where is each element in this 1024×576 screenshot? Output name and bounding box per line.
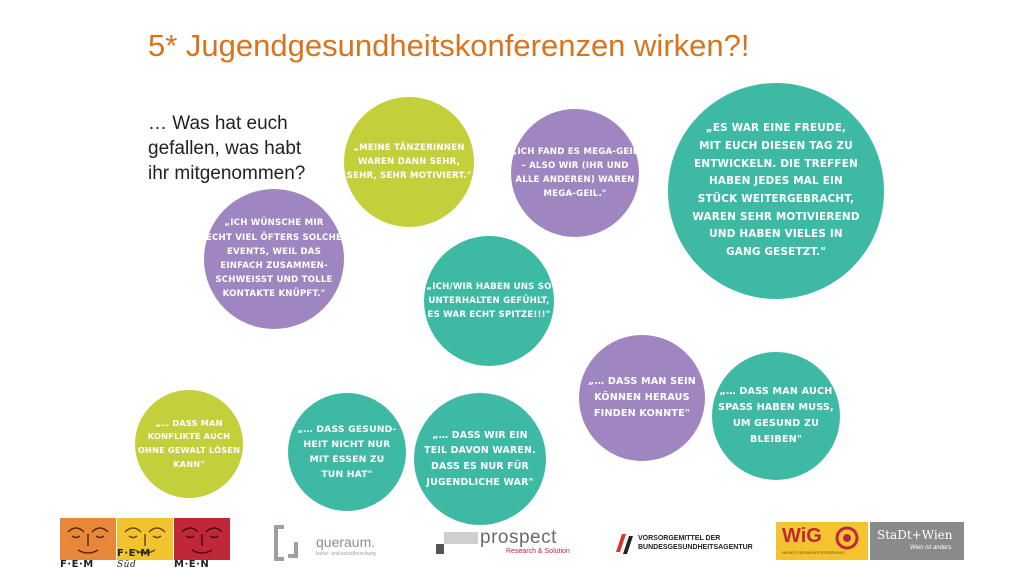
quote-bubble: [414, 393, 546, 525]
quote-line: „ICH FAND ES MEGA-GEIL: [511, 146, 639, 157]
queraum-mark-icon: [272, 524, 310, 562]
stadt-wien-label: StaDt+Wien: [877, 528, 953, 542]
intro-question: [148, 111, 328, 186]
queraum-subtitle: kultur- und sozialforschung: [316, 551, 376, 557]
quote-line: WAREN SEHR MOTIVIEREND: [692, 210, 860, 223]
quote-line: – ALSO WIR (IHR UND: [521, 160, 629, 171]
quote-line: FINDEN KONNTE": [593, 407, 691, 419]
quote-line: KANN": [173, 458, 205, 469]
vorsorge-line-1: VORSORGEMITTEL DER: [638, 535, 721, 542]
stadt-wien-logo: [870, 522, 964, 560]
quote-line: UNTERHALTEN GEFÜHLT,: [428, 295, 550, 306]
heart-icon: [834, 526, 860, 550]
quote-line: HEIT NICHT NUR: [303, 438, 391, 450]
men-label: M·E·N: [174, 559, 210, 570]
men-logo: [174, 518, 230, 570]
intro-line: gefallen, was habt: [148, 138, 302, 159]
quote-line: HABEN JEDES MAL EIN: [709, 175, 843, 188]
quote-bubble: [344, 97, 474, 227]
flag-icon: [614, 532, 636, 556]
quote-line: „… DASS GESUND-: [297, 423, 397, 435]
fem-label: F·E·M: [60, 559, 94, 570]
fem-sued-script: Süd: [117, 560, 137, 570]
quote-line: MIT EUCH DIESEN TAG ZU: [699, 139, 853, 152]
fem-sued-name: F·E·M: [117, 548, 151, 559]
quote-bubble: [712, 352, 840, 480]
prospect-subtitle: Research & Solution: [506, 548, 570, 555]
face-icon: [174, 518, 230, 560]
quote-line: MIT ESSEN ZU: [309, 454, 385, 465]
quote-line: UND HABEN VIELES IN: [709, 228, 843, 241]
quote-line: KONTAKTE KNÜPFT.": [222, 289, 326, 300]
quote-line: „… DASS WIR EIN: [432, 429, 528, 441]
quote-line: WAREN DANN SEHR,: [357, 156, 461, 167]
queraum-logo: queraum.: [316, 534, 376, 550]
partner-logos: [0, 510, 1024, 576]
quote-line: EVENTS, WEIL DAS: [226, 246, 322, 257]
quote-bubble: [424, 236, 554, 366]
quote-line: „… DASS MAN SEIN: [588, 376, 696, 388]
intro-line: … Was hat euch: [148, 113, 288, 134]
quote-line: DASS ES NUR FÜR: [431, 461, 529, 472]
prospect-logo: prospect: [480, 527, 557, 548]
quote-line: KONFLIKTE AUCH: [147, 431, 231, 442]
quote-line: ALLE ANDEREN) WAREN: [515, 175, 635, 185]
quote-line: MEGA-GEIL.": [543, 189, 607, 200]
quote-line: TEIL DAVON WAREN.: [424, 445, 536, 457]
quote-line: „ICH/WIR HABEN UNS SO: [426, 281, 552, 292]
quote-bubble: [204, 189, 344, 329]
quote-line: GANG GESETZT.": [726, 246, 826, 259]
quote-line: „… DASS MAN: [155, 417, 223, 428]
slide-title: 5* Jugendgesundheitskonferenzen wirken?!: [148, 28, 750, 63]
fem-sued-logo: [117, 518, 173, 570]
quote-line: TUN HAT": [321, 469, 373, 481]
quote-line: „MEINE TÄNZERINNEN: [353, 142, 465, 153]
quote-line: JUGENDLICHE WAR": [426, 476, 534, 488]
fem-logo: [60, 518, 116, 570]
quote-line: SCHWEISST UND TOLLE: [215, 275, 333, 286]
intro-line: ihr mitgenommen?: [148, 163, 306, 184]
vorsorge-line-2: BUNDESGESUNDHEITSAGENTUR: [638, 544, 753, 551]
quote-line: EINFACH ZUSAMMEN-: [220, 261, 328, 271]
quote-bubble: [579, 335, 705, 461]
quote-line: „ICH WÜNSCHE MIR: [224, 218, 324, 229]
quote-line: ECHT VIEL ÖFTERS SOLCHE: [205, 232, 343, 243]
quote-line: „ES WAR EINE FREUDE,: [705, 122, 847, 135]
prospect-mark-icon: [436, 532, 480, 554]
quote-line: KÖNNEN HERAUS: [594, 392, 690, 404]
quote-line: ES WAR ECHT SPITZE!!!": [427, 310, 551, 321]
quote-bubble: [135, 390, 243, 498]
quote-bubble: [668, 83, 884, 299]
fem-sued-label: [117, 548, 173, 570]
quote-line: „… DASS MAN AUCH: [719, 386, 833, 398]
wig-subtitle: WIENER GESUNDHEITSFÖRDERUNG: [782, 551, 845, 555]
quote-bubble: [288, 393, 406, 511]
quote-line: BLEIBEN": [749, 433, 803, 445]
quote-line: OHNE GEWALT LÖSEN: [137, 445, 241, 455]
quote-line: STÜCK WEITERGEBRACHT,: [697, 193, 855, 205]
quote-line: ENTWICKELN. DIE TREFFEN: [694, 157, 858, 170]
wig-logo: [776, 522, 868, 560]
quote-line: SEHR, SEHR MOTIVIERT.": [346, 171, 472, 182]
face-icon: [60, 518, 116, 560]
quote-line: UM GESUND ZU: [732, 418, 820, 429]
wig-label: WiG: [782, 525, 822, 547]
quote-bubble: [511, 109, 639, 237]
quote-line: SPASS HABEN MUSS,: [718, 402, 834, 414]
stadt-wien-subtitle: Wien ist anders.: [910, 545, 953, 551]
